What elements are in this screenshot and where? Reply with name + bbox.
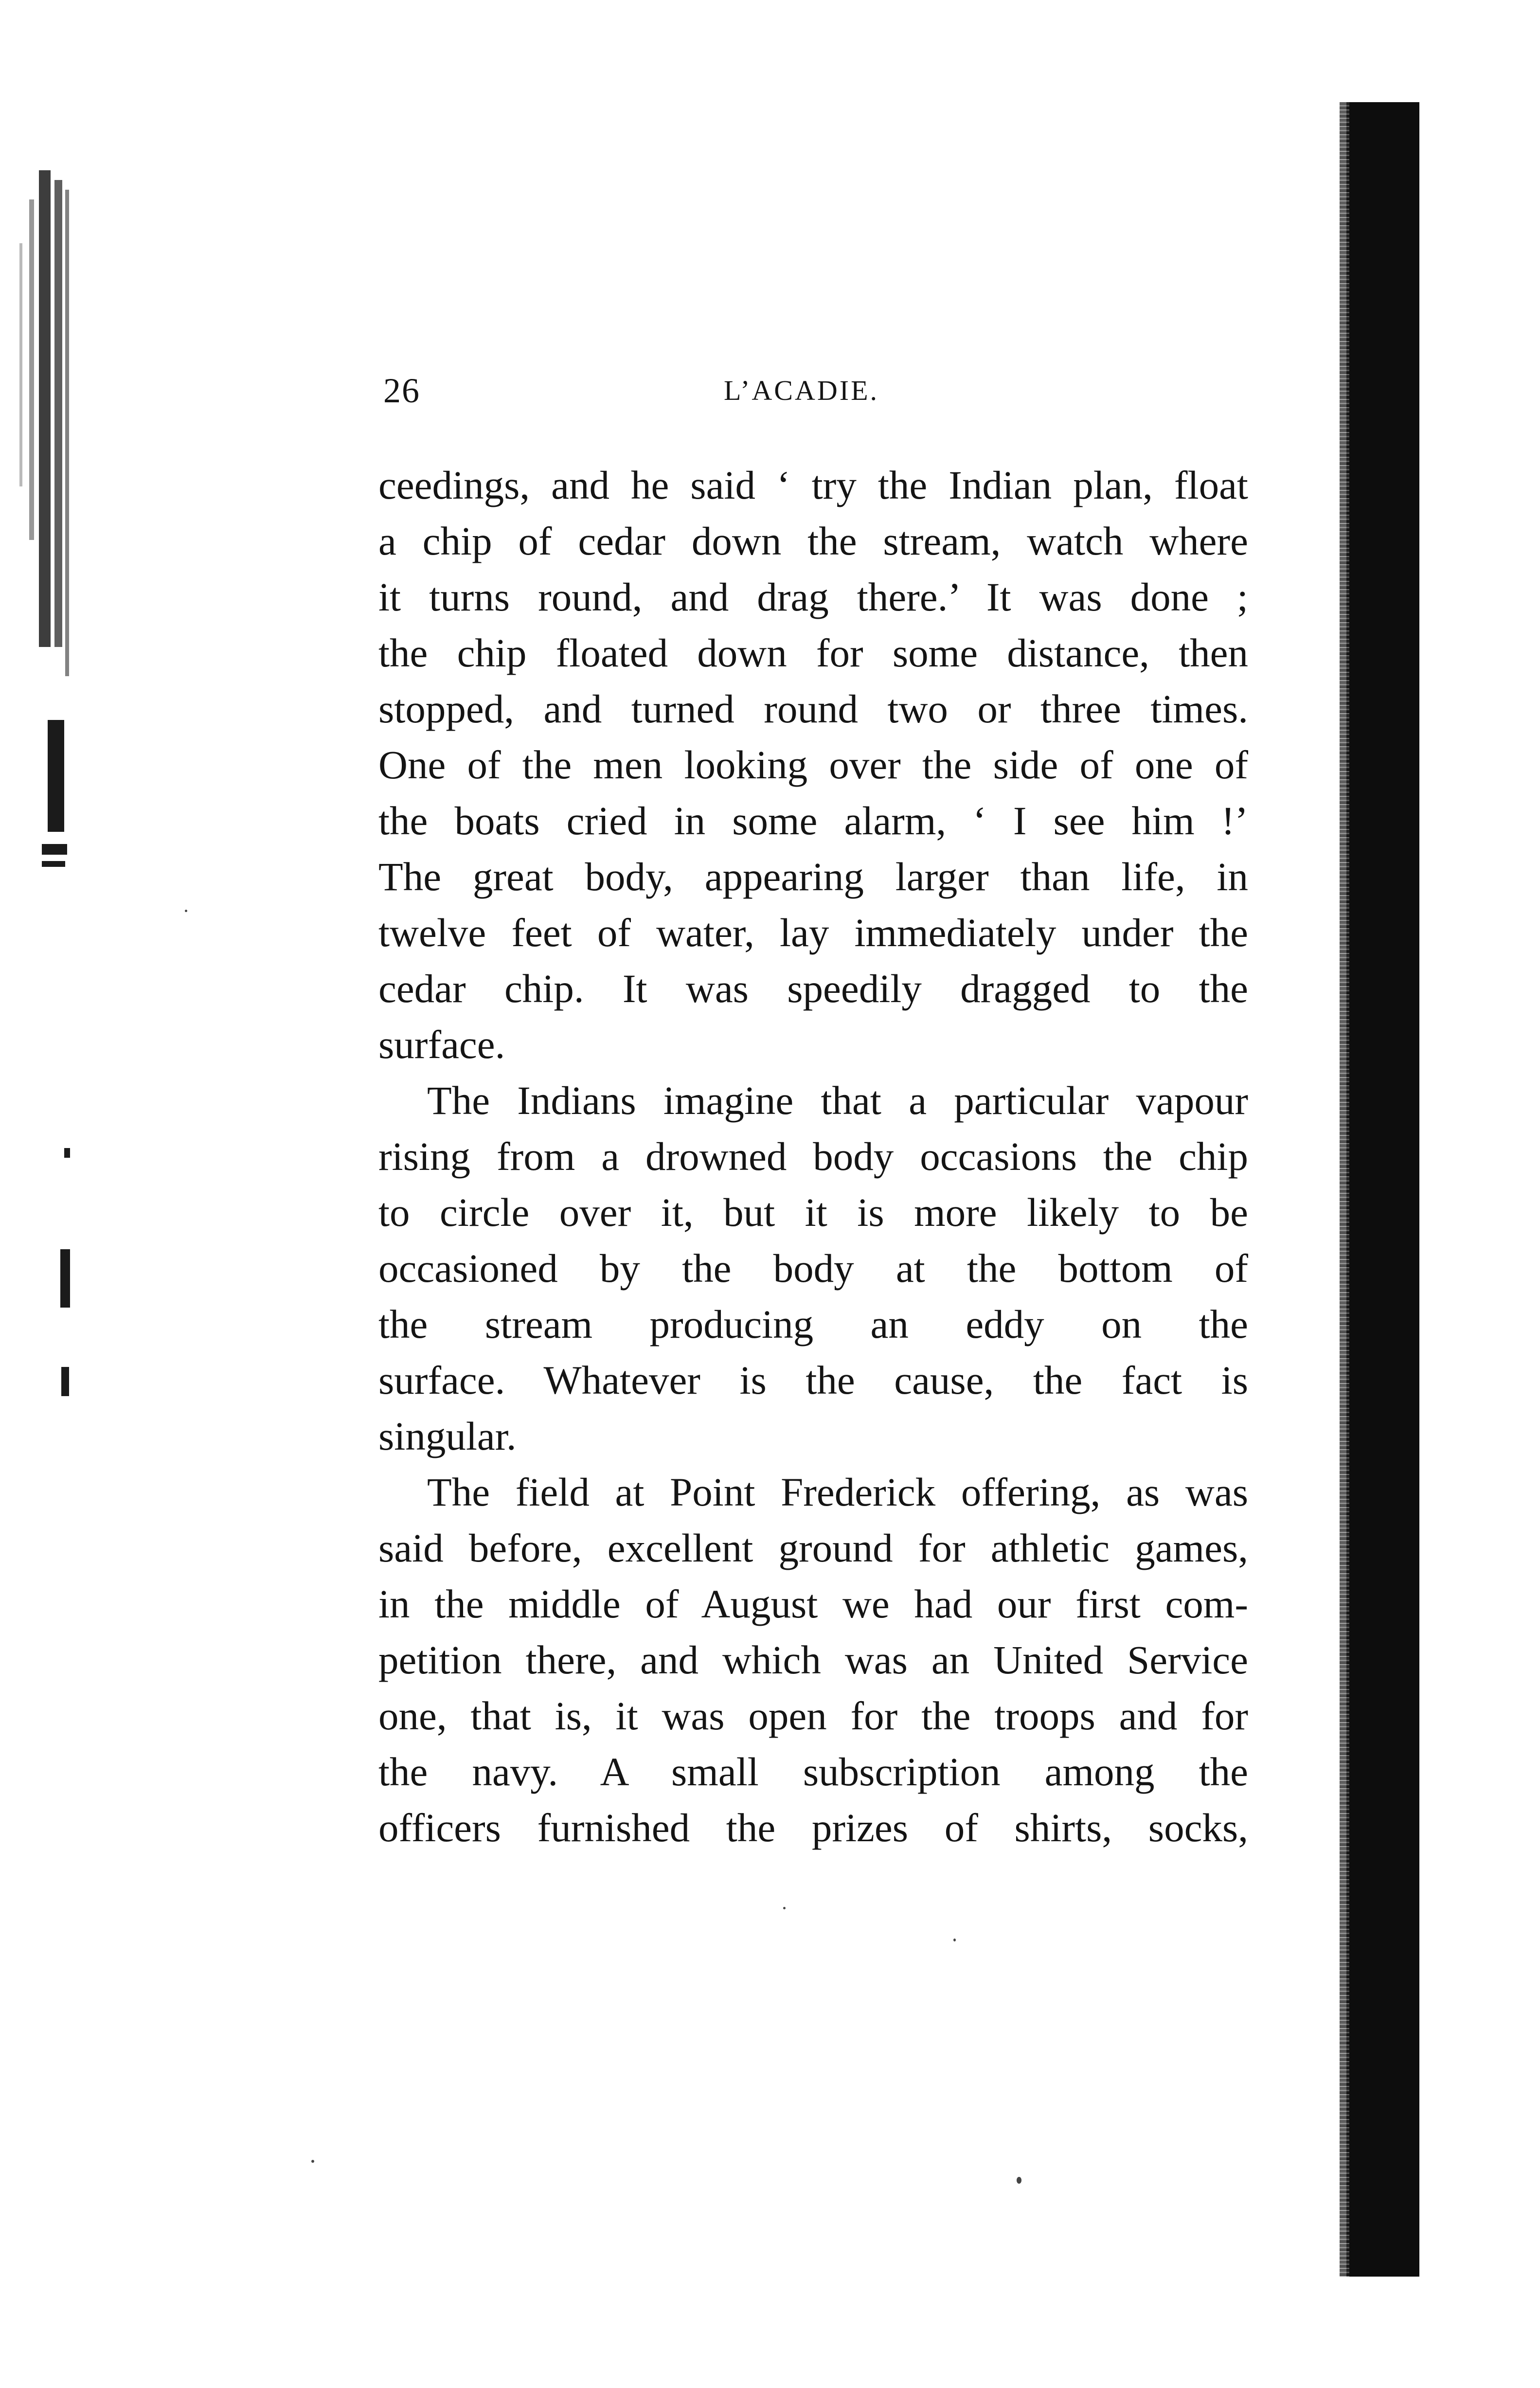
scan-edge-mark [48, 720, 64, 832]
scan-edge-mark [42, 861, 65, 867]
paragraph-start-line: The Indians imagine that a particular vapour [427, 1078, 1248, 1123]
text-line: in the middle of August we had our first com- [378, 1581, 1248, 1626]
body-text [378, 457, 1248, 1856]
scan-edge-artifact [10, 170, 73, 681]
scan-speck [311, 2160, 314, 2163]
text-line: the navy. A small subscription among the [378, 1749, 1248, 1794]
text-line: rising from a drowned body occasions the chip [378, 1134, 1248, 1179]
scan-speck [185, 910, 187, 912]
text-line: said before, excellent ground for athletic games, [378, 1526, 1248, 1570]
text-line: one, that is, it was open for the troops and for [378, 1693, 1248, 1738]
text-line: surface. [378, 1022, 505, 1067]
text-line: occasioned by the body at the bottom of [378, 1246, 1248, 1291]
text-line: cedar chip. It was speedily dragged to the [378, 966, 1248, 1011]
text-line: ceedings, and he said ‘ try the Indian plan, float [378, 463, 1248, 507]
text-line: petition there, and which was an United Service [378, 1637, 1248, 1682]
scan-speck [1017, 2177, 1021, 2184]
book-binding-edge [1346, 102, 1419, 2277]
text-line: the stream producing an eddy on the [378, 1302, 1248, 1347]
running-head [383, 359, 1249, 422]
scan-speck [783, 1907, 786, 1909]
scan-edge-mark [60, 1249, 70, 1308]
text-line: to circle over it, but it is more likely to be [378, 1190, 1248, 1235]
text-line: officers furnished the prizes of shirts, socks, [378, 1805, 1248, 1850]
running-title: L’ACADIE. [724, 375, 879, 406]
text-line: One of the men looking over the side of one of [378, 742, 1248, 787]
text-line: The great body, appearing larger than life, in [378, 854, 1248, 899]
text-line: twelve feet of water, lay immediately under the [378, 910, 1248, 955]
page-number: 26 [383, 371, 420, 410]
text-line: it turns round, and drag there.’ It was done ; [378, 575, 1248, 619]
text-line: surface. Whatever is the cause, the fact is [378, 1358, 1248, 1402]
paragraph-start-line: The field at Point Frederick offering, as was [427, 1470, 1248, 1514]
text-line: singular. [378, 1414, 517, 1458]
scan-edge-mark [42, 844, 67, 855]
scan-edge-mark [61, 1367, 69, 1396]
text-line: stopped, and turned round two or three times. [378, 686, 1248, 731]
text-line: the boats cried in some alarm, ‘ I see him !’ [378, 798, 1248, 843]
text-line: the chip floated down for some distance, then [378, 630, 1248, 675]
scan-edge-mark [64, 1148, 70, 1158]
scan-speck [953, 1939, 956, 1941]
text-line: a chip of cedar down the stream, watch where [378, 519, 1248, 563]
